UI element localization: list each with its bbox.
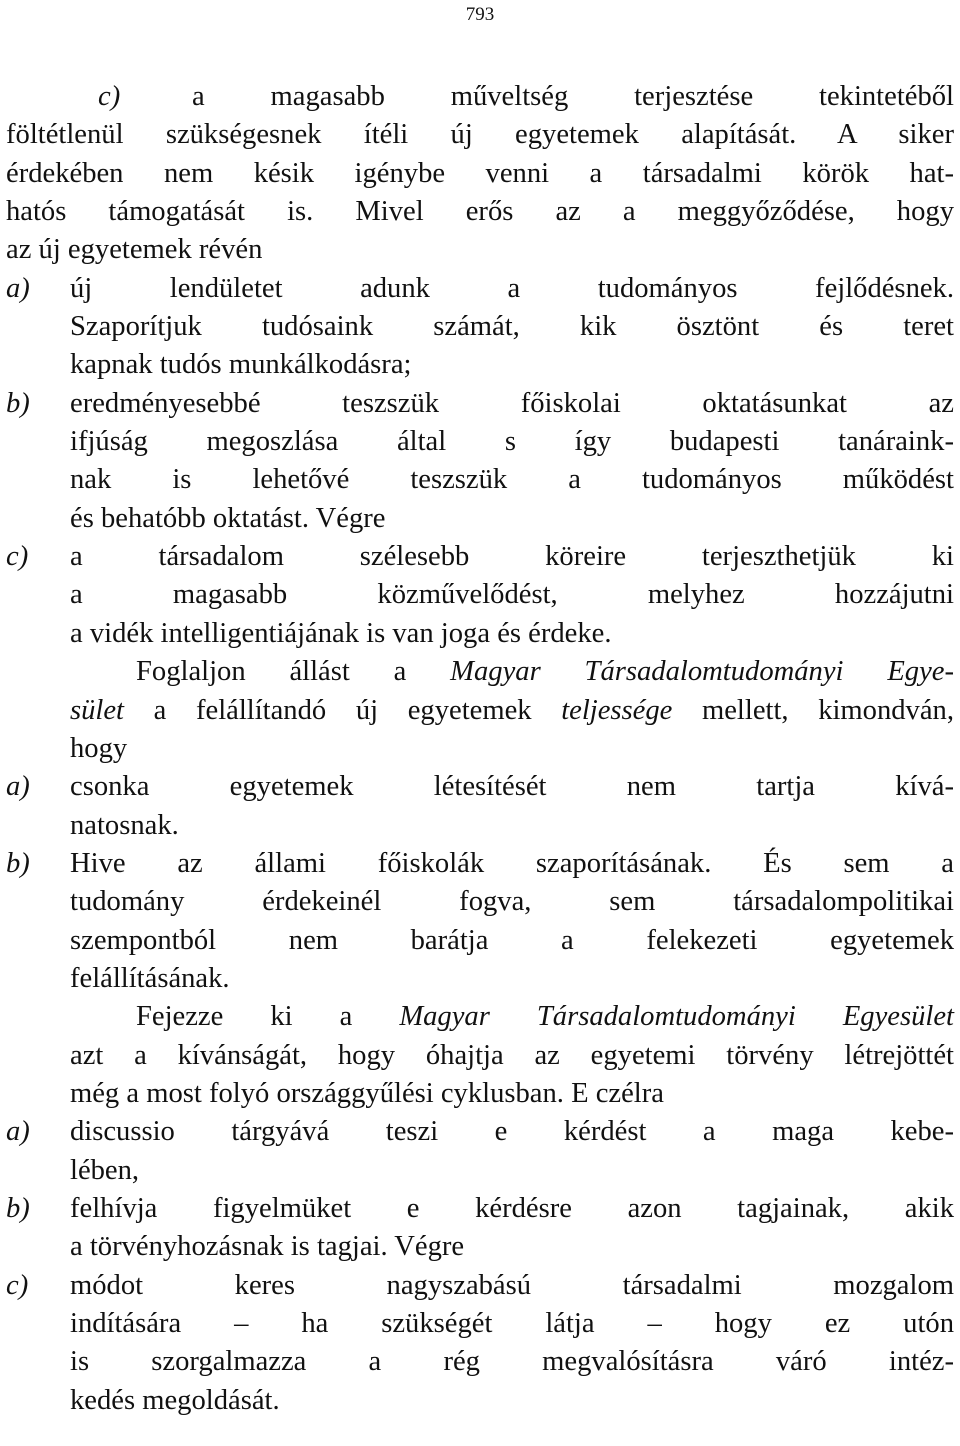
- text-line: hatós támogatását is. Mivel erős az a meggyőződése, hogy: [6, 196, 954, 228]
- society-name: sület: [70, 694, 125, 726]
- text-line: is szorgalmazza a rég megvalósításra váró intéz-: [70, 1346, 954, 1378]
- text-line: [6, 1190, 954, 1228]
- text-line: ifjúság megoszlása által s így budapesti tanáraink-: [70, 426, 954, 458]
- text-line: szempontból nem barátja a felekezeti egyetemek: [70, 924, 954, 956]
- list-label: b): [6, 1192, 30, 1224]
- text-line: és behatóbb oktatást. Végre: [70, 502, 386, 534]
- text-line: [6, 768, 954, 806]
- page-number: 793: [465, 4, 495, 25]
- list-label: a): [6, 272, 30, 304]
- text-line: [6, 653, 954, 691]
- line-text: a felállítandó új egyetemek: [124, 694, 562, 726]
- society-name: Magyar Társadalomtudományi Egye-: [450, 656, 954, 688]
- emphasis-text: teljessége: [561, 694, 673, 726]
- list-label: a): [6, 771, 30, 803]
- text-line: lében,: [70, 1154, 140, 1186]
- text-line: érdekében nem késik igénybe venni a társadalmi körök hat-: [6, 157, 954, 189]
- list-label: c): [98, 81, 121, 112]
- text-line: a magasabb közművelődést, melyhez hozzájutni: [70, 579, 954, 611]
- line-text: új lendületet adunk a tudományos fejlődésnek.: [70, 272, 954, 304]
- text-line: kedés megoldását.: [70, 1384, 280, 1416]
- text-line: a vidék intelligentiájának is van joga és érdeke.: [70, 617, 612, 649]
- line-text: eredményesebbé teszszük főiskolai oktatásunkat az: [70, 387, 954, 419]
- line-text: a magasabb műveltség terjesztése tekintetéből: [192, 81, 954, 112]
- line-text: Fejezze ki a: [136, 1001, 400, 1033]
- line-text: Hive az állami főiskolák szaporításának. És sem a: [70, 847, 954, 879]
- text-line: [6, 385, 954, 423]
- text-line: felállításának.: [70, 962, 230, 994]
- text-line: indítására – ha szükségét látja – hogy ez utón: [70, 1308, 954, 1339]
- society-name: Magyar Társadalomtudományi Egyesület: [399, 1001, 954, 1033]
- text-line: még a most folyó országgyűlési cyklusban. E czélra: [70, 1077, 664, 1109]
- list-label: b): [6, 847, 30, 879]
- text-line: [6, 538, 954, 576]
- text-line: [6, 270, 954, 308]
- text-line: [6, 998, 954, 1036]
- page-body: [6, 78, 954, 1420]
- text-line: [6, 78, 954, 116]
- text-line: natosnak.: [70, 809, 179, 841]
- line-text: csonka egyetemek létesítését nem tartja kívá-: [70, 771, 954, 803]
- text-line: Szaporítjuk tudósaink számát, kik ösztönt és teret: [70, 311, 954, 343]
- text-line: a törvényhozásnak is tagjai. Végre: [70, 1231, 465, 1263]
- text-line: azt a kívánságát, hogy óhajtja az egyetemi törvény létrejöttét: [70, 1039, 954, 1071]
- list-label: c): [6, 541, 29, 573]
- text-line: hogy: [70, 732, 128, 764]
- line-text: discussio tárgyává teszi e kérdést a maga kebe-: [70, 1116, 954, 1148]
- list-label: c): [6, 1269, 29, 1301]
- text-line: kapnak tudós munkálkodásra;: [70, 349, 412, 381]
- text-line: föltétlenül szükségesnek ítéli új egyetemek alapítását. A siker: [6, 119, 954, 151]
- line-text: a társadalom szélesebb köreire terjeszthetjük ki: [70, 541, 954, 573]
- line-text: Foglaljon állást a: [136, 656, 451, 688]
- list-label: b): [6, 387, 30, 419]
- text-line: [6, 845, 954, 883]
- text-line: [6, 1113, 954, 1151]
- line-text: felhívja figyelmüket e kérdésre azon tagjainak, akik: [70, 1192, 954, 1224]
- text-line: tudomány érdekeinél fogva, sem társadalompolitikai: [70, 886, 954, 918]
- text-line: [6, 692, 954, 730]
- text-line: nak is lehetővé teszszük a tudományos működést: [70, 464, 954, 496]
- text-line: [6, 1267, 954, 1305]
- line-text: módot keres nagyszabású társadalmi mozgalom: [70, 1269, 954, 1301]
- line-text: mellett, kimondván,: [672, 694, 954, 726]
- list-label: a): [6, 1116, 30, 1148]
- text-line: az új egyetemek révén: [6, 234, 263, 266]
